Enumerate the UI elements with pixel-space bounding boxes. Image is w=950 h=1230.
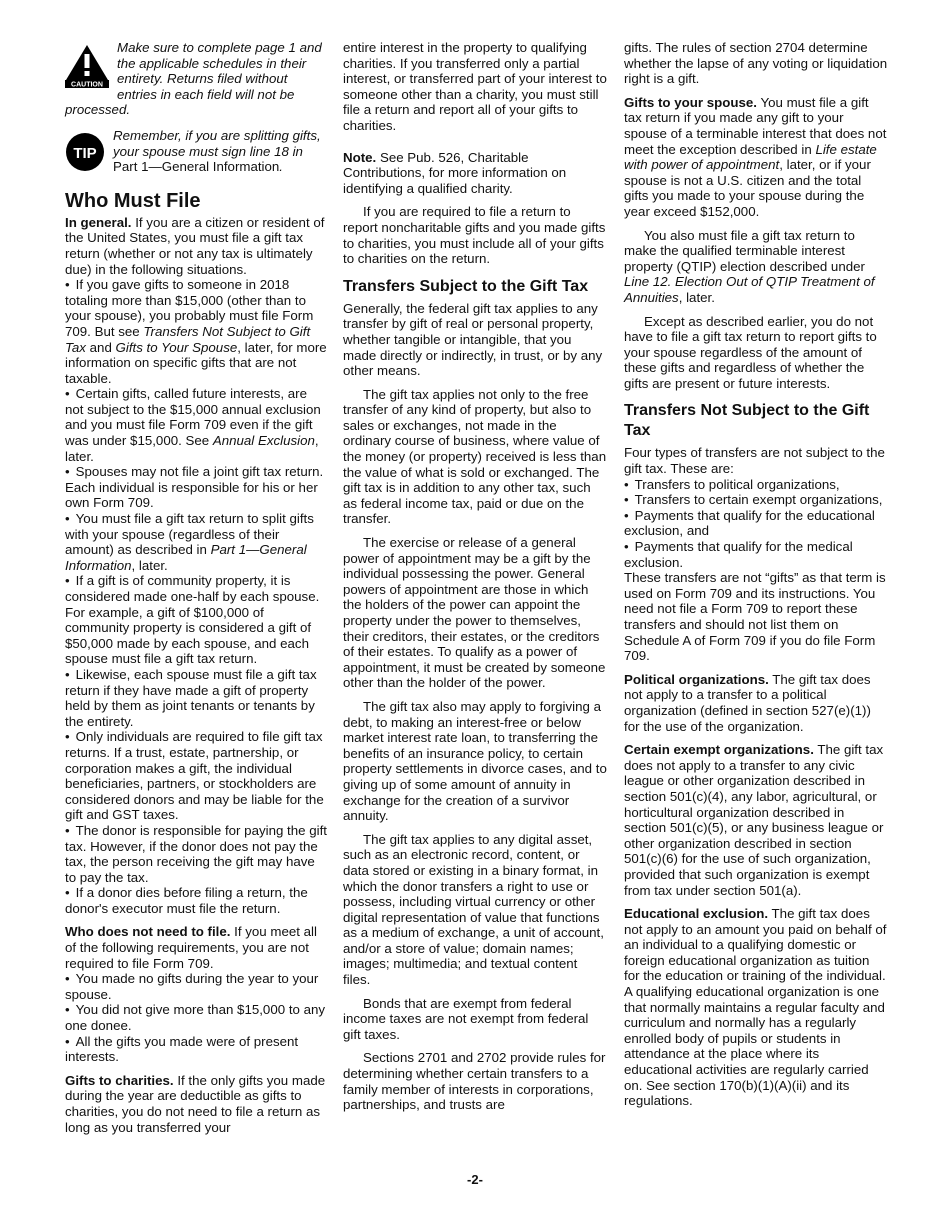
noncharitable-paragraph: If you are required to file a return to report noncharitable gifts and you made gifts to charities, you must include all of your gifts to charities on the return. — [343, 204, 606, 267]
transfers-intro: Four types of transfers are not subject to the gift tax. These are: — [624, 445, 885, 477]
paragraph: Sections 2701 and 2702 provide rules for determining whether certain transfers to a family member of interests in corporations, partnerships, and trusts are — [343, 1050, 606, 1113]
educational-exclusion-paragraph: Educational exclusion. The gift tax does not apply to an amount you paid on behalf of an individual to a qualifying domestic or foreign educational organization as tuition for the education or training of the individual. A qualifying educational organization is one that normally maintains a regular faculty and curriculum and normally has a regularly enrolled body of pupils or students in attendance at the place where its educational activities are regularly carried on. See section 170(b)(1)(A)(ii) and its regulations. — [624, 906, 887, 1109]
list-item: • The donor is responsible for paying the gift tax. However, if the donor does not pay the tax, the person receiving the gift may have to pay the tax. — [65, 822, 327, 885]
transfers-not-subject-heading: Transfers Not Subject to the Gift Tax — [624, 402, 870, 440]
list-item: • Spouses may not file a joint gift tax return. Each individual is responsible for his or her own Form 709. — [65, 464, 324, 511]
paragraph: Bonds that are exempt from federal income taxes are not exempt from federal gift taxes. — [343, 995, 589, 1042]
caution-icon — [65, 44, 109, 88]
paragraph: Generally, the federal gift tax applies to any transfer by gift of real or personal property, whether tangible or intangible, that you made directly or indirectly, in trust, or by any other means. — [343, 300, 603, 379]
political-organizations-paragraph: Political organizations. The gift tax does not apply to a transfer to a political organization (defined in section 527(e)(1)) for the use of the organization. — [624, 671, 871, 734]
list-item: • Payments that qualify for the medical exclusion. — [624, 539, 853, 570]
column-3 — [624, 40, 888, 1117]
qtip-paragraph: You also must file a gift tax return to make the qualified terminable interest property (QTIP) election described under Line 12. Election Out of QTIP Treatment of Annuities, later. — [624, 227, 875, 305]
list-item: • If a gift is of community property, it is considered made one-half by each spouse. For example, a gift of $100,000 of community property is considered a gift of $50,000 made by each spouse, and each spouse must file a gift tax return. — [65, 573, 320, 667]
column-1 — [65, 40, 329, 1143]
list-item: • If a donor dies before filing a return, the donor's executor must file the return. — [65, 885, 308, 916]
list-item: • You made no gifts during the year to your spouse. — [65, 971, 319, 1002]
list-item: • All the gifts you made were of present interests. — [65, 1033, 299, 1065]
column-2 — [343, 40, 607, 1121]
list-item: • You must file a gift tax return to split gifts with your spouse (regardless of their amount) as described in Part 1—General Information, later. — [65, 511, 314, 573]
tip-icon — [65, 132, 105, 172]
gifts-to-charities-paragraph: Gifts to charities. If the only gifts you made during the year are deductible as gifts to charities, you do not need to file a return as long as you transferred your — [65, 1072, 326, 1135]
charities-continued: entire interest in the property to qualifying charities. If you transferred only a partial interest, or transferred part of your interest to someone other than a charity, you must still file a return and report all of your gifts to charities. — [343, 40, 607, 133]
tip-note — [65, 128, 329, 175]
except-paragraph: Except as described earlier, you do not have to file a gift tax return to report gifts to your spouse regardless of the amount of these gifts and regardless of whether the gifts are present or future interests. — [624, 313, 877, 391]
tip-text-ref: Part 1—General Information — [113, 159, 280, 175]
caution-text: Make sure to complete page 1 and the applicable schedules in their entirety. Returns filed without entries in each field will not be processed. — [65, 40, 322, 118]
not-gifts-paragraph: These transfers are not “gifts” as that term is used on Form 709 and its instructions. You need not file a Form 709 to report these transfers and should not list them on Schedule A of Form 709 if you do file Form 709. — [624, 570, 886, 664]
caution-label: CAUTION — [71, 81, 103, 88]
list-item: • You did not give more than $15,000 to any one donee. — [65, 1002, 326, 1034]
page-number: -2- — [467, 1172, 483, 1187]
gifts-to-spouse-paragraph: Gifts to your spouse. You must file a gift tax return if you made any gift to your spouse of a terminable interest that does not meet the exception described in Life estate with power of appointment, later, or if your spouse is not a U.S. citizen and the total gifts you made to your spouse during the year exceed $152,000. — [624, 94, 887, 219]
exempt-organizations-paragraph: Certain exempt organizations. The gift tax does not apply to a transfer to any civic league or other organization described in section 501(c)(4), any labor, agricultural, or horticultural organization described in section 501(c)(5), or any business league or other organization described in section 501(c)(6) for the use of such organization, provided that such organization is exempt from tax under section 501(a). — [624, 742, 884, 898]
tip-label: TIP — [73, 144, 97, 162]
tip-text: Remember, if you are splitting gifts, your spouse must sign line 18 in — [113, 127, 321, 159]
paragraph: The gift tax applies not only to the free transfer of any kind of property, but also to sales or exchanges, not made in the ordinary course of business, where value of the money (or property) received is less than the value of what is sold or exchanged. The gift tax is in addition to any other tax, such as federal income tax, paid or due on the transfer. — [343, 386, 607, 527]
tip-text-end: . — [279, 159, 283, 175]
paragraph: The gift tax also may apply to forgiving a debt, to making an interest-free or below market interest rate loan, to transferring the benefits of an insurance policy, to certain property settlements in divorce cases, and to giving up of some amount of annuity in exchange for the creation of a survivor annuity. — [343, 698, 607, 824]
list-item: • Certain gifts, called future interests, are not subject to the $15,000 annual exclusion and you must file Form 709 even if the gift was under $15,000. See Annual Exclusion, later. — [65, 386, 321, 464]
transfers-subject-heading: Transfers Subject to the Gift Tax — [343, 277, 589, 295]
list-item: • Transfers to certain exempt organizations, — [624, 492, 883, 508]
note-paragraph: Note. See Pub. 526, Charitable Contributions, for more information on identifying a qualified charity. — [343, 149, 567, 196]
list-item: • If you gave gifts to someone in 2018 totaling more than $15,000 (other than to your spouse), you probably must file Form 709. But see Transfers Not Subject to Gift Tax and Gifts to Your Spouse, later, for more information on specific gifts that are not taxable. — [65, 277, 327, 386]
paragraph: The gift tax applies to any digital asset, such as an electronic record, content, or data stored or existing in a binary format, in which the donor transfers a right to use or possess, including virtual currency or other digital representation of value that functions as a medium of exchange, a unit of account, and/or a store of value; domain names; images; multimedia; and textual content files. — [343, 831, 604, 988]
paragraph: The exercise or release of a general power of appointment may be a gift by the individual possessing the power. General powers of appointment are those in which the holders of the power can appoint the property under the power to themselves, their creditors, their estates, or the creditors of their estates. To qualify as a power of appointment, it must be created by someone other than the holder of the power. — [343, 535, 606, 691]
section-2704-continued: gifts. The rules of section 2704 determine whether the lapse of any voting or liquidation right is a gift. — [624, 40, 888, 87]
in-general-paragraph: In general. If you are a citizen or resident of the United States, you must file a gift tax return (whether or not any tax is ultimately due) in the following situations. — [65, 214, 325, 277]
list-item: • Payments that qualify for the educational exclusion, and — [624, 507, 875, 539]
list-item: • Only individuals are required to file gift tax returns. If a trust, estate, partnership, or corporation makes a gift, the individual beneficiaries, partners, or stockholders are considered donors and may be liable for the gift and GST taxes. — [65, 729, 324, 823]
list-item: • Transfers to political organizations, — [624, 476, 840, 492]
who-not-need-file-paragraph: Who does not need to file. If you meet all of the following requirements, you are not required to file Form 709. — [65, 924, 317, 971]
list-item: • Likewise, each spouse must file a gift tax return if they have made a gift of property held by them as joint tenants or tenants by the entirety. — [65, 666, 317, 729]
caution-note — [65, 40, 329, 118]
who-must-file-heading: Who Must File — [65, 189, 201, 212]
